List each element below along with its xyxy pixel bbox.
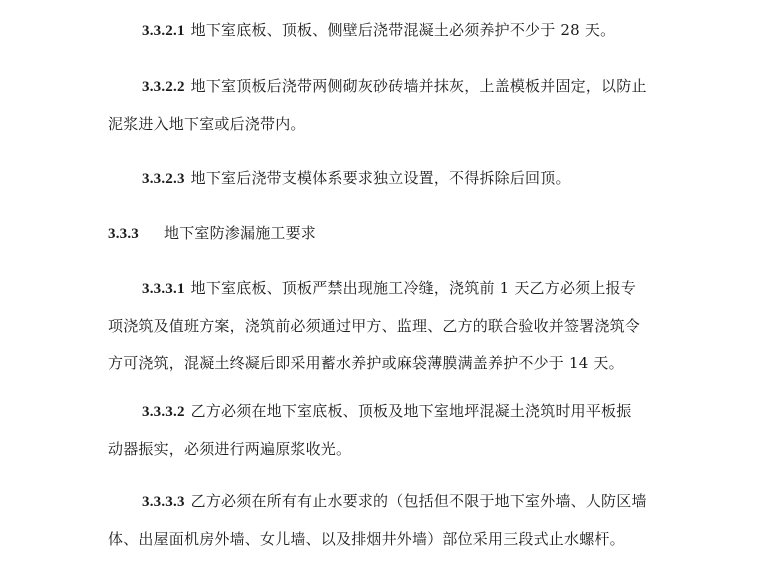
- section-number: 3.3.3: [108, 226, 139, 242]
- clause-3-3-2-1: [108, 12, 648, 50]
- clause-line: [108, 270, 648, 308]
- clause-text: 地下室底板、顶板、侧壁后浇带混凝土必须养护不少于 28 天。: [190, 21, 616, 39]
- clause-line: [108, 160, 648, 198]
- clause-text: 地下室底板、顶板严禁出现施工冷缝，浇筑前 1 天乙方必须上报专: [190, 279, 636, 297]
- clause-3-3-3-3: [108, 483, 648, 558]
- clause-number: 3.3.3.3: [142, 494, 185, 510]
- clause-line: 泥浆进入地下室或后浇带内。: [108, 115, 306, 133]
- clause-line: 方可浇筑，混凝土终凝后即采用蓄水养护或麻袋薄膜满盖养护不少于 14 天。: [108, 354, 624, 372]
- clause-3-3-2-2: [108, 68, 648, 143]
- clause-line: [108, 393, 648, 431]
- section-heading-3-3-3: [108, 215, 648, 253]
- clause-3-3-3-1: [108, 270, 648, 382]
- clause-3-3-3-2: [108, 393, 648, 468]
- clause-number: 3.3.3.1: [142, 281, 185, 297]
- clause-number: 3.3.2.2: [142, 79, 185, 95]
- section-title: 地下室防渗漏施工要求: [164, 224, 317, 242]
- clause-number: 3.3.2.3: [142, 171, 185, 187]
- clause-text: 乙方必须在地下室底板、顶板及地下室地坪混凝土浇筑时用平板振: [190, 402, 632, 420]
- clause-line: [108, 12, 648, 50]
- clause-text: 乙方必须在所有有止水要求的（包括但不限于地下室外墙、人防区墙: [190, 492, 647, 510]
- clause-text: 地下室后浇带支模体系要求独立设置，不得拆除后回顶。: [190, 169, 571, 187]
- clause-line: 动器振实，必须进行两遍原浆收光。: [108, 440, 352, 458]
- clause-text: 地下室顶板后浇带两侧砌灰砂砖墙并抹灰，上盖模板并固定，以防止: [190, 77, 647, 95]
- clause-line: [108, 483, 648, 521]
- clause-number: 3.3.2.1: [142, 23, 185, 39]
- clause-3-3-2-3: [108, 160, 648, 198]
- section-heading-line: [108, 215, 648, 253]
- clause-number: 3.3.3.2: [142, 404, 185, 420]
- clause-line: [108, 68, 648, 106]
- clause-line: 体、出屋面机房外墙、女儿墙、以及排烟井外墙）部位采用三段式止水螺杆。: [108, 530, 625, 548]
- clause-line: 项浇筑及值班方案，浇筑前必须通过甲方、监理、乙方的联合验收并签署浇筑令: [108, 317, 641, 335]
